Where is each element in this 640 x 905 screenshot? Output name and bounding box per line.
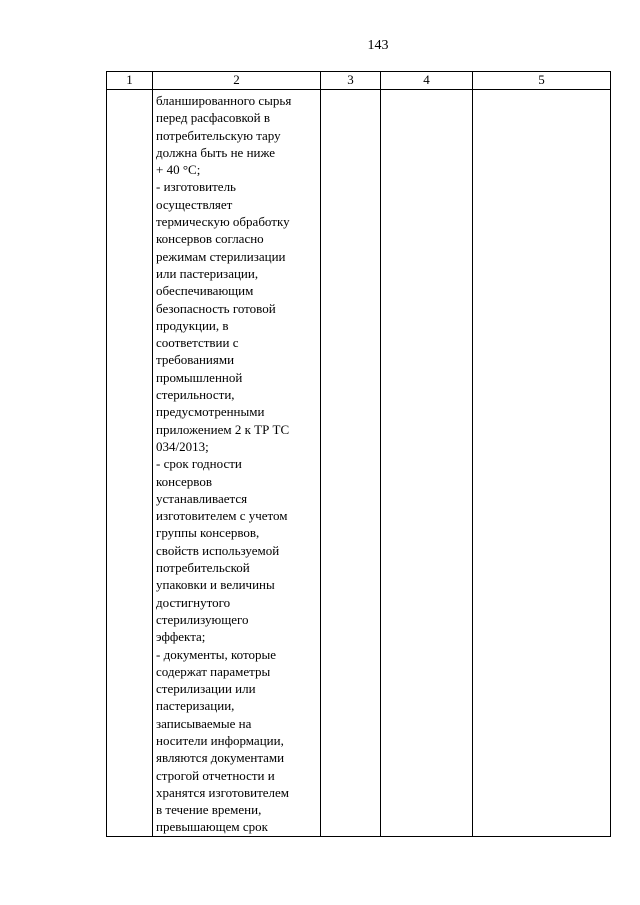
text-line: - документы, которые: [156, 646, 277, 662]
column-header-1: 1: [107, 72, 153, 90]
text-line: упаковки и величины: [156, 577, 275, 593]
text-line: обеспечивающим: [156, 283, 254, 299]
text-line: 034/2013;: [156, 438, 209, 454]
text-line: термическую обработку: [156, 214, 290, 230]
text-line: консервов согласно: [156, 231, 264, 247]
text-line: приложением 2 к ТР ТС: [156, 421, 290, 437]
cell-col-5: [473, 90, 611, 837]
cell-col-4: [381, 90, 473, 837]
text-line: потребительскую тару: [156, 127, 281, 143]
text-line: или пастеризации,: [156, 265, 259, 281]
text-line: стерильности,: [156, 387, 235, 403]
text-line: требованиями: [156, 352, 235, 368]
text-line: группы консервов,: [156, 525, 260, 541]
text-line: эффекта;: [156, 629, 206, 645]
text-line: достигнутого: [156, 594, 231, 610]
text-line: превышающем срок: [156, 819, 268, 835]
text-line: хранятся изготовителем: [156, 784, 290, 800]
text-line: в течение времени,: [156, 802, 262, 818]
text-line: - срок годности: [156, 456, 242, 472]
text-line: бланшированного сырья: [156, 93, 292, 108]
text-line: стерилизации или: [156, 681, 256, 697]
text-line: стерилизующего: [156, 611, 249, 627]
text-line: перед расфасовкой в: [156, 110, 270, 126]
text-line: промышленной: [156, 369, 243, 385]
text-line: пастеризации,: [156, 698, 235, 714]
text-line: соответствии с: [156, 335, 239, 351]
column-header-3: 3: [321, 72, 381, 90]
text-line: осуществляет: [156, 196, 233, 212]
text-line: должна быть не ниже: [156, 144, 276, 160]
text-line: строгой отчетности и: [156, 767, 275, 783]
text-line: предусмотренными: [156, 404, 265, 420]
text-line: изготовителем с учетом: [156, 508, 288, 524]
text-line: записываемые на: [156, 715, 252, 731]
text-line: - изготовитель: [156, 179, 236, 195]
requirements-text: [153, 90, 320, 836]
cell-col-3: [321, 90, 381, 837]
requirements-table: [106, 71, 611, 837]
text-line: содержат параметры: [156, 663, 271, 679]
text-line: устанавливается: [156, 490, 248, 506]
text-line: безопасность готовой: [156, 300, 276, 316]
table-header-row: [107, 72, 611, 90]
cell-col-1: [107, 90, 153, 837]
column-header-2: 2: [153, 72, 321, 90]
text-line: + 40 °С;: [156, 162, 201, 178]
table-row: [107, 90, 611, 837]
column-header-5: 5: [473, 72, 611, 90]
text-line: режимам стерилизации: [156, 248, 286, 264]
text-line: потребительской: [156, 560, 250, 576]
text-line: продукции, в: [156, 317, 229, 333]
text-line: являются документами: [156, 750, 285, 766]
page-number: 143: [367, 38, 389, 53]
text-line: свойств используемой: [156, 542, 280, 558]
column-header-4: 4: [381, 72, 473, 90]
cell-col-2: [153, 90, 321, 837]
text-line: консервов: [156, 473, 212, 489]
text-line: носители информации,: [156, 732, 284, 748]
